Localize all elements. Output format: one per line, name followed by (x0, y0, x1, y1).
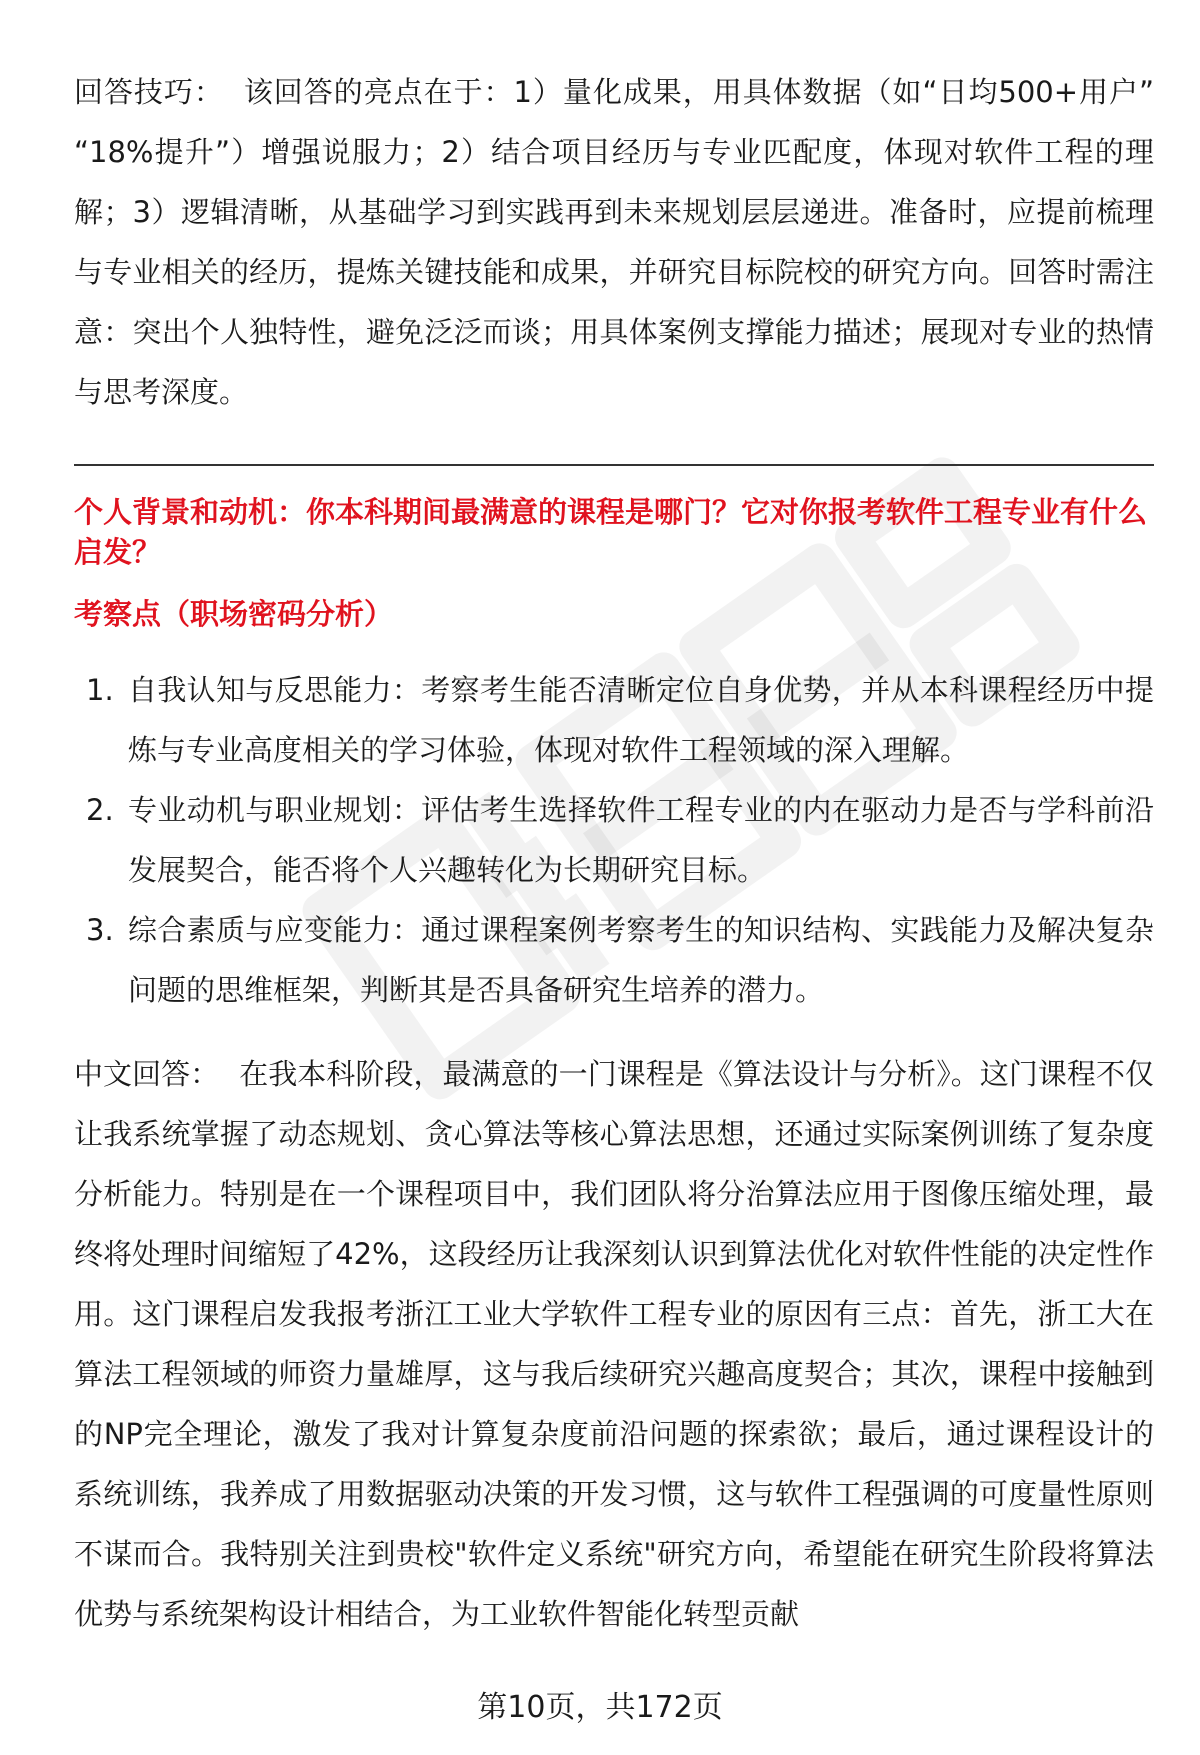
assessment-points-list (74, 660, 1154, 1020)
list-item-text: 专业动机与职业规划：评估考生选择软件工程专业的内在驱动力是否与学科前沿发展契合，能否将个人兴趣转化为长期研究目标。 (128, 793, 1154, 887)
list-item (74, 900, 1154, 1020)
chinese-answer-label: 中文回答： (74, 1057, 220, 1091)
list-item-number: 2. (86, 793, 114, 827)
question-title: 个人背景和动机：你本科期间最满意的课程是哪门？它对你报考软件工程专业有什么启发？ (74, 495, 1148, 569)
list-item-number: 1. (86, 673, 114, 707)
chinese-answer-text: 在我本科阶段，最满意的一门课程是《算法设计与分析》。这门课程不仅让我系统掌握了动态规划、贪心算法等核心算法思想，还通过实际案例训练了复杂度分析能力。特别是在一个课程项目中，我们团队将分治算法应用于图像压缩处理，最终将处理时间缩短了42%，这段经历让我深刻认识到算法优化对软件性能的决定性作用。这门课程启发我报考浙江工业大学软件工程专业的原因有三点：首先，浙工大在算法工程领域的师资力量雄厚，这与我后续研究兴趣高度契合；其次，课程中接触到的NP完全理论，激发了我对计算复杂度前沿问题的探索欲；最后，通过课程设计的系统训练，我养成了用数据驱动决策的开发习惯，这与软件工程强调的可度量性原则不谋而合。我特别关注到贵校"软件定义系统"研究方向，希望能在研究生阶段将算法优势与系统架构设计相结合，为工业软件智能化转型贡献 (74, 1057, 1154, 1631)
answer-tips-paragraph (74, 62, 1154, 422)
page-number-footer: 第10页，共172页 (477, 1690, 723, 1725)
assessment-points-heading: 考察点（职场密码分析） (74, 597, 394, 631)
list-item (74, 660, 1154, 780)
page-content (74, 62, 1154, 1644)
section-divider (74, 464, 1154, 466)
list-item-text: 综合素质与应变能力：通过课程案例考察考生的知识结构、实践能力及解决复杂问题的思维框架，判断其是否具备研究生培养的潜力。 (128, 913, 1154, 1007)
list-item-text: 自我认知与反思能力：考察考生能否清晰定位自身优势，并从本科课程经历中提炼与专业高度相关的学习体验，体现对软件工程领域的深入理解。 (128, 673, 1154, 767)
chinese-answer-paragraph (74, 1044, 1154, 1644)
list-item (74, 780, 1154, 900)
answer-tips-text: 该回答的亮点在于：1）量化成果，用具体数据（如“日均500+用户” “18%提升”）增强说服力；2）结合项目经历与专业匹配度，体现对软件工程的理解；3）逻辑清晰，从基础学习到实践再到未来规划层层递进。准备时，应提前梳理与专业相关的经历，提炼关键技能和成果，并研究目标院校的研究方向。回答时需注意：突出个人独特性，避免泛泛而谈；用具体案例支撑能力描述；展现对专业的热情与思考深度。 (74, 75, 1154, 409)
answer-tips-label: 回答技巧： (74, 75, 224, 109)
list-item-number: 3. (86, 913, 114, 947)
